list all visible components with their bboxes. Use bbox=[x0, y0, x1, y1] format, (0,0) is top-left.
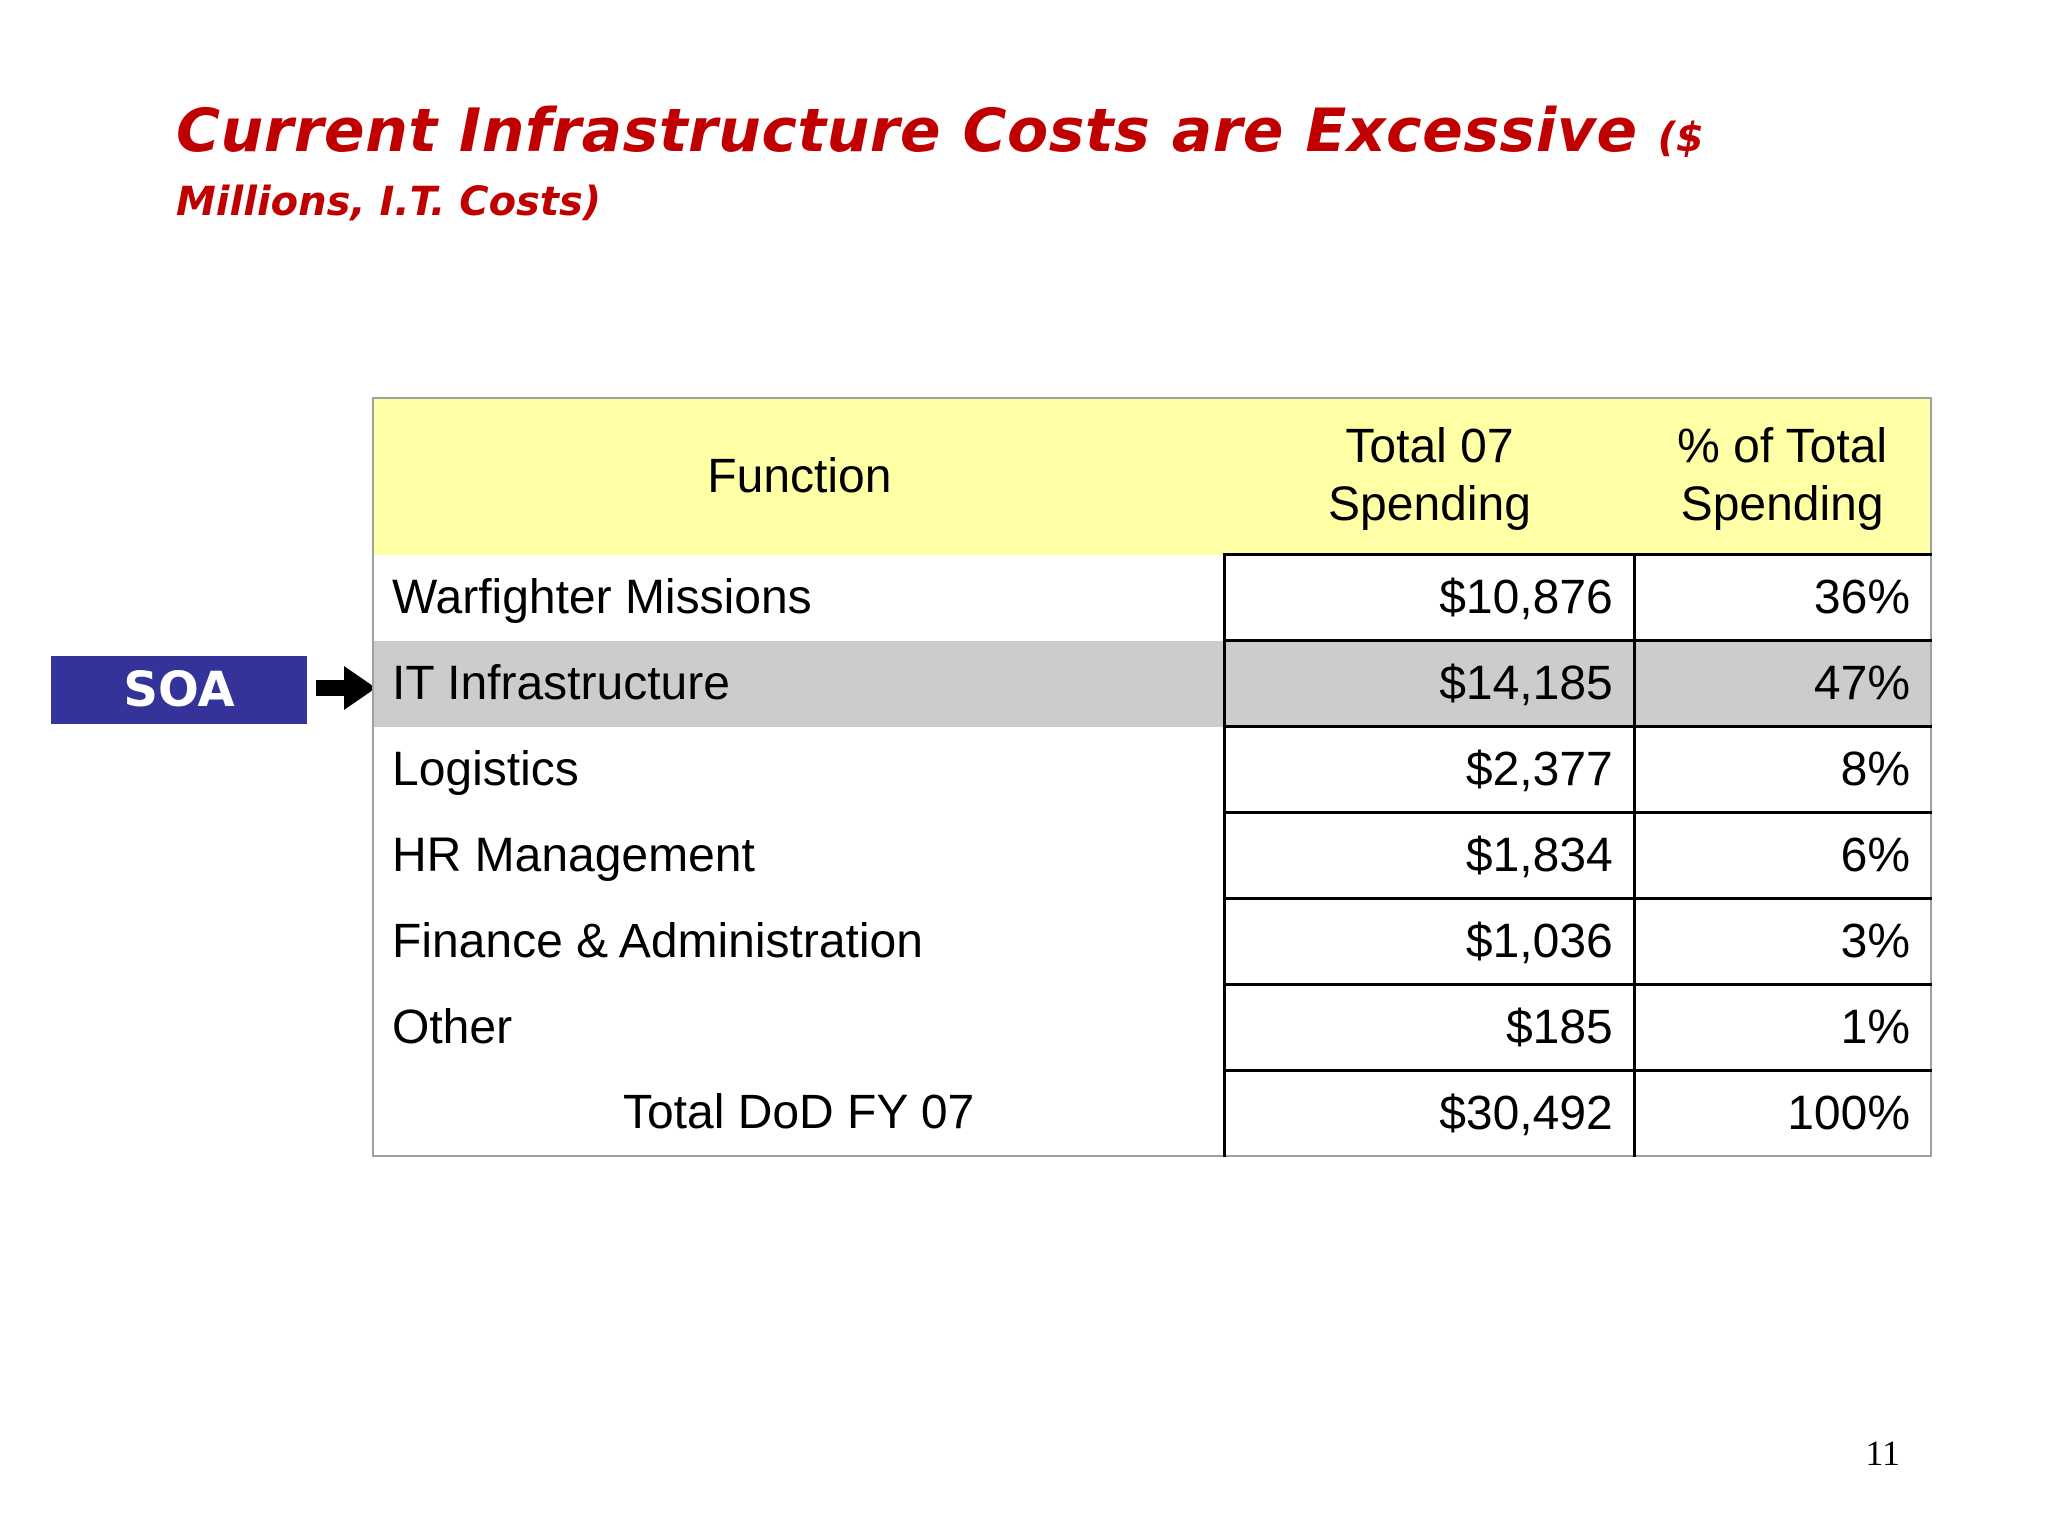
header-spending-line2: Spending bbox=[1328, 478, 1531, 531]
table-total-row bbox=[373, 1071, 1931, 1157]
header-function bbox=[373, 398, 1225, 555]
row-spending: $1,834 bbox=[1225, 813, 1635, 899]
table-row-highlighted bbox=[373, 641, 1931, 727]
header-percent-line1: % of Total bbox=[1677, 420, 1888, 473]
header-percent-line2: Spending bbox=[1680, 478, 1884, 531]
title-subtitle: ($ Millions, I.T. Costs) bbox=[176, 115, 1704, 225]
total-percent: 100% bbox=[1634, 1071, 1931, 1157]
table-header-row bbox=[373, 398, 1931, 555]
table-row bbox=[373, 813, 1931, 899]
row-spending: $14,185 bbox=[1225, 641, 1635, 727]
table-row bbox=[373, 727, 1931, 813]
row-function: Warfighter Missions bbox=[392, 571, 812, 624]
row-function: Logistics bbox=[392, 743, 579, 796]
row-spending: $1,036 bbox=[1225, 899, 1635, 985]
row-percent: 36% bbox=[1634, 555, 1931, 641]
table-row bbox=[373, 555, 1931, 641]
slide-title bbox=[176, 96, 1796, 235]
row-function: IT Infrastructure bbox=[373, 641, 1225, 727]
row-spending: $185 bbox=[1225, 985, 1635, 1071]
title-main: Current Infrastructure Costs are Excessive bbox=[176, 96, 1638, 166]
row-spending: $2,377 bbox=[1225, 727, 1635, 813]
right-arrow-icon bbox=[316, 666, 376, 710]
it-costs-table bbox=[372, 397, 1932, 1157]
row-percent: 47% bbox=[1634, 641, 1931, 727]
row-spending: $10,876 bbox=[1225, 555, 1635, 641]
header-spending-line1: Total 07 bbox=[1345, 420, 1514, 473]
soa-badge: SOA bbox=[51, 656, 307, 724]
header-total-spending bbox=[1225, 398, 1635, 555]
header-percent-total bbox=[1634, 398, 1931, 555]
row-function: Other bbox=[392, 1001, 513, 1054]
page-number: 11 bbox=[1865, 1433, 1900, 1473]
total-spending: $30,492 bbox=[1225, 1071, 1635, 1157]
table-row bbox=[373, 985, 1931, 1071]
row-function: HR Management bbox=[392, 829, 755, 882]
row-function: Finance & Administration bbox=[392, 915, 923, 968]
header-function-label: Function bbox=[707, 449, 892, 503]
total-label: Total DoD FY 07 bbox=[622, 1086, 975, 1140]
row-percent: 3% bbox=[1634, 899, 1931, 985]
row-percent: 8% bbox=[1634, 727, 1931, 813]
row-percent: 6% bbox=[1634, 813, 1931, 899]
table-row bbox=[373, 899, 1931, 985]
row-percent: 1% bbox=[1634, 985, 1931, 1071]
